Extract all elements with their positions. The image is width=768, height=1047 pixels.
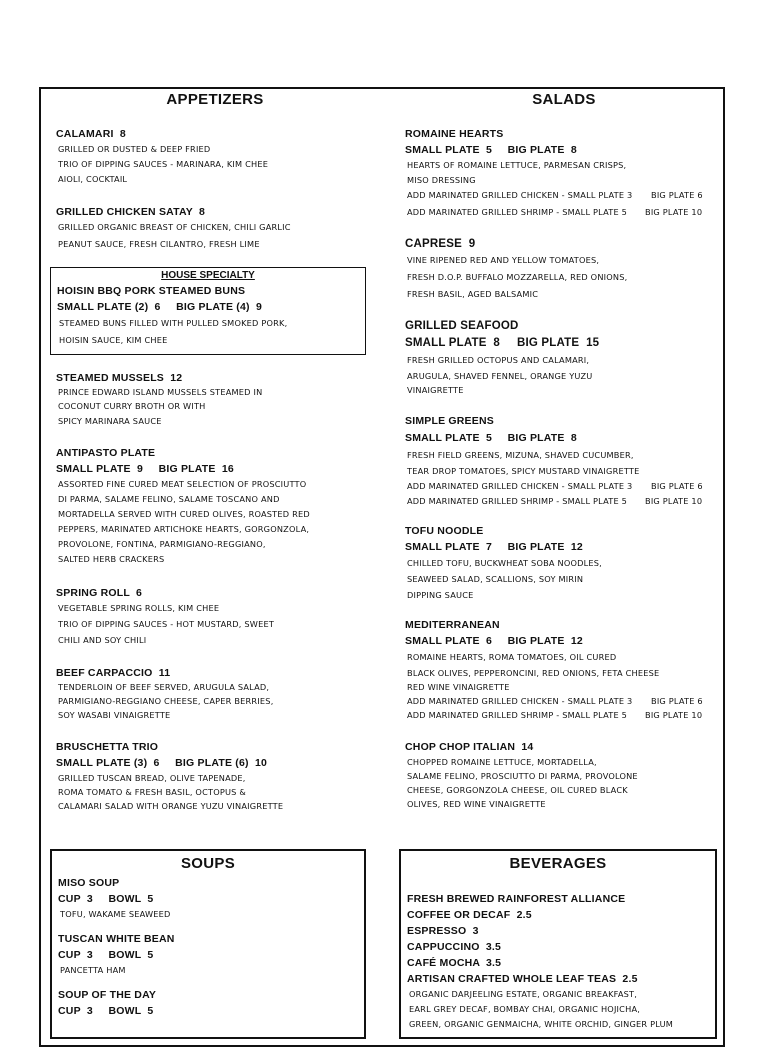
addon-big-price: BIG PLATE 10 bbox=[645, 710, 703, 720]
item-desc: CHILLED TOFU, BUCKWHEAT SOBA NOODLES, bbox=[407, 558, 602, 568]
item-desc: AIOLI, COCKTAIL bbox=[58, 174, 128, 184]
menu-item-spring-roll bbox=[56, 585, 386, 648]
item-desc: SALTED HERB CRACKERS bbox=[58, 554, 165, 564]
beverages-box bbox=[399, 849, 717, 1039]
menu-item-satay bbox=[56, 204, 386, 252]
beverage-line: ARTISAN CRAFTED WHOLE LEAF TEAS 2.5 bbox=[407, 973, 638, 985]
menu-item-carpaccio bbox=[56, 665, 386, 722]
item-name: GRILLED SEAFOOD bbox=[405, 320, 519, 332]
beverages-heading: BEVERAGES bbox=[509, 855, 607, 872]
item-desc: ASSORTED FINE CURED MEAT SELECTION OF PROSCIUTTO bbox=[58, 479, 307, 489]
item-desc: CHEESE, GORGONZOLA CHEESE, OIL CURED BLACK bbox=[407, 785, 628, 795]
item-desc: RED WINE VINAIGRETTE bbox=[407, 682, 510, 692]
addon-big-price: BIG PLATE 6 bbox=[651, 190, 703, 200]
addon-shrimp bbox=[405, 204, 735, 220]
addon-label: ADD MARINATED GRILLED CHICKEN - SMALL PLATE 3 bbox=[407, 696, 633, 706]
addon-big-price: BIG PLATE 6 bbox=[651, 696, 703, 706]
beverage-line: COFFEE OR DECAF 2.5 bbox=[407, 909, 532, 921]
item-name: GRILLED CHICKEN SATAY 8 bbox=[56, 206, 206, 218]
item-desc: PARMIGIANO-REGGIANO CHEESE, CAPER BERRIES, bbox=[58, 696, 274, 706]
house-specialty-label: HOUSE SPECIALTY bbox=[161, 270, 255, 281]
item-price: SMALL PLATE (3) 6 BIG PLATE (6) 10 bbox=[56, 757, 268, 769]
item-price: CUP 3 BOWL 5 bbox=[58, 949, 154, 961]
item-name: CALAMARI 8 bbox=[56, 128, 126, 140]
item-desc: MISO DRESSING bbox=[407, 175, 476, 185]
item-desc: VINAIGRETTE bbox=[407, 385, 464, 395]
item-desc: SOY WASABI VINAIGRETTE bbox=[58, 710, 171, 720]
addon-shrimp bbox=[405, 494, 735, 509]
item-desc: HEARTS OF ROMAINE LETTUCE, PARMESAN CRISPS, bbox=[407, 160, 627, 170]
menu-item-mediterranean bbox=[405, 617, 735, 721]
item-name: SIMPLE GREENS bbox=[405, 415, 494, 427]
item-price: SMALL PLATE 5 BIG PLATE 8 bbox=[405, 144, 577, 156]
item-desc: VINE RIPENED RED AND YELLOW TOMATOES, bbox=[407, 255, 600, 265]
item-desc: PANCETTA HAM bbox=[60, 965, 126, 975]
addon-big-price: BIG PLATE 10 bbox=[645, 496, 703, 506]
item-desc: PRINCE EDWARD ISLAND MUSSELS STEAMED IN bbox=[58, 387, 263, 397]
item-desc: SEAWEED SALAD, SCALLIONS, SOY MIRIN bbox=[407, 574, 584, 584]
salads-heading: SALADS bbox=[532, 91, 596, 108]
addon-chicken bbox=[405, 479, 735, 494]
item-desc: SPICY MARINARA SAUCE bbox=[58, 416, 162, 426]
item-name: SOUP OF THE DAY bbox=[58, 989, 157, 1001]
item-desc: GRILLED ORGANIC BREAST OF CHICKEN, CHILI GARLIC bbox=[58, 222, 291, 232]
menu-item-calamari bbox=[56, 126, 386, 187]
item-desc: CHOPPED ROMAINE LETTUCE, MORTADELLA, bbox=[407, 757, 597, 767]
item-desc: GRILLED TUSCAN BREAD, OLIVE TAPENADE, bbox=[58, 773, 246, 783]
item-name: ANTIPASTO PLATE bbox=[56, 447, 156, 459]
item-desc: VEGETABLE SPRING ROLLS, KIM CHEE bbox=[58, 603, 220, 613]
item-price: CUP 3 BOWL 5 bbox=[58, 1005, 154, 1017]
item-desc: ARUGULA, SHAVED FENNEL, ORANGE YUZU bbox=[407, 371, 593, 381]
item-desc: TRIO OF DIPPING SAUCES - MARINARA, KIM CHEE bbox=[58, 159, 269, 169]
item-desc: STEAMED BUNS FILLED WITH PULLED SMOKED PORK, bbox=[59, 318, 288, 328]
item-desc: ORGANIC DARJEELING ESTATE, ORGANIC BREAKFAST, bbox=[409, 989, 638, 999]
item-desc: CALAMARI SALAD WITH ORANGE YUZU VINAIGRETTE bbox=[58, 801, 284, 811]
menu-item-caprese bbox=[405, 236, 735, 303]
menu-item-romaine bbox=[405, 126, 735, 220]
item-name: TUSCAN WHITE BEAN bbox=[58, 933, 175, 945]
item-price: SMALL PLATE 8 BIG PLATE 15 bbox=[405, 337, 600, 349]
item-name: SPRING ROLL 6 bbox=[56, 587, 143, 599]
item-name: MISO SOUP bbox=[58, 877, 120, 889]
addon-label: ADD MARINATED GRILLED CHICKEN - SMALL PLATE 3 bbox=[407, 190, 633, 200]
item-name: BRUSCHETTA TRIO bbox=[56, 741, 159, 753]
item-desc: TEAR DROP TOMATOES, SPICY MUSTARD VINAIGRETTE bbox=[407, 466, 640, 476]
item-desc: TOFU, WAKAME SEAWEED bbox=[60, 909, 171, 919]
menu-item-bruschetta bbox=[56, 739, 386, 813]
item-price: SMALL PLATE 7 BIG PLATE 12 bbox=[405, 541, 583, 553]
addon-label: ADD MARINATED GRILLED SHRIMP - SMALL PLATE 5 bbox=[407, 710, 628, 720]
item-desc: PROVOLONE, FONTINA, PARMIGIANO-REGGIANO, bbox=[58, 539, 266, 549]
item-desc: FRESH BASIL, AGED BALSAMIC bbox=[407, 289, 539, 299]
beverage-line: FRESH BREWED RAINFOREST ALLIANCE bbox=[407, 893, 626, 905]
item-name: BEEF CARPACCIO 11 bbox=[56, 667, 171, 679]
appetizers-heading: APPETIZERS bbox=[166, 91, 264, 108]
item-desc: FRESH FIELD GREENS, MIZUNA, SHAVED CUCUMBER, bbox=[407, 450, 634, 460]
item-name: HOISIN BBQ PORK STEAMED BUNS bbox=[57, 285, 246, 297]
item-price: SMALL PLATE (2) 6 BIG PLATE (4) 9 bbox=[57, 301, 262, 313]
item-price: SMALL PLATE 6 BIG PLATE 12 bbox=[405, 635, 583, 647]
item-name: CAPRESE 9 bbox=[405, 238, 476, 250]
item-price: CUP 3 BOWL 5 bbox=[58, 893, 154, 905]
item-desc: GRILLED OR DUSTED & DEEP FRIED bbox=[58, 144, 211, 154]
item-name: TOFU NOODLE bbox=[405, 525, 484, 537]
menu-item-antipasto bbox=[56, 445, 386, 567]
addon-label: ADD MARINATED GRILLED CHICKEN - SMALL PLATE 3 bbox=[407, 481, 633, 491]
addon-label: ADD MARINATED GRILLED SHRIMP - SMALL PLATE 5 bbox=[407, 207, 628, 217]
menu-item-simple-greens bbox=[405, 413, 735, 509]
item-desc: PEANUT SAUCE, FRESH CILANTRO, FRESH LIME bbox=[58, 239, 260, 249]
item-desc: TENDERLOIN OF BEEF SERVED, ARUGULA SALAD, bbox=[58, 682, 270, 692]
item-desc: ROMAINE HEARTS, ROMA TOMATOES, OIL CURED bbox=[407, 652, 617, 662]
item-desc: HOISIN SAUCE, KIM CHEE bbox=[59, 335, 168, 345]
menu-item-tofu-noodle bbox=[405, 523, 735, 603]
menu-item-mussels bbox=[56, 370, 386, 429]
item-name: STEAMED MUSSELS 12 bbox=[56, 372, 183, 384]
addon-chicken bbox=[405, 694, 735, 709]
addon-label: ADD MARINATED GRILLED SHRIMP - SMALL PLATE 5 bbox=[407, 496, 628, 506]
item-desc: CHILI AND SOY CHILI bbox=[58, 635, 147, 645]
addon-big-price: BIG PLATE 10 bbox=[645, 207, 703, 217]
item-desc: MORTADELLA SERVED WITH CURED OLIVES, ROASTED RED bbox=[58, 509, 310, 519]
item-price: SMALL PLATE 9 BIG PLATE 16 bbox=[56, 463, 234, 475]
menu-item-chop-chop bbox=[405, 739, 735, 811]
beverage-line: ESPRESSO 3 bbox=[407, 925, 479, 937]
beverage-line: CAPPUCCINO 3.5 bbox=[407, 941, 502, 953]
addon-chicken bbox=[405, 187, 735, 204]
menu-item-grilled-seafood bbox=[405, 318, 735, 397]
item-desc: FRESH GRILLED OCTOPUS AND CALAMARI, bbox=[407, 355, 590, 365]
item-desc: EARL GREY DECAF, BOMBAY CHAI, ORGANIC HOJICHA, bbox=[409, 1004, 641, 1014]
item-desc: OLIVES, RED WINE VINAIGRETTE bbox=[407, 799, 546, 809]
item-desc: FRESH D.O.P. BUFFALO MOZZARELLA, RED ONIONS, bbox=[407, 272, 628, 282]
item-name: ROMAINE HEARTS bbox=[405, 128, 504, 140]
item-name: MEDITERRANEAN bbox=[405, 619, 500, 631]
item-desc: PEPPERS, MARINATED ARTICHOKE HEARTS, GORGONZOLA, bbox=[58, 524, 310, 534]
item-desc: SALAME FELINO, PROSCIUTTO DI PARMA, PROVOLONE bbox=[407, 771, 638, 781]
soups-box bbox=[50, 849, 366, 1039]
item-desc: DIPPING SAUCE bbox=[407, 590, 474, 600]
addon-big-price: BIG PLATE 6 bbox=[651, 481, 703, 491]
item-name: CHOP CHOP ITALIAN 14 bbox=[405, 741, 534, 753]
house-specialty-box bbox=[50, 267, 366, 355]
addon-shrimp bbox=[405, 709, 735, 721]
item-desc: DI PARMA, SALAME FELINO, SALAME TOSCANO AND bbox=[58, 494, 280, 504]
item-desc: BLACK OLIVES, PEPPERONCINI, RED ONIONS, FETA CHEESE bbox=[407, 668, 660, 678]
item-desc: GREEN, ORGANIC GENMAICHA, WHITE ORCHID, GINGER PLUM bbox=[409, 1019, 674, 1029]
item-desc: ROMA TOMATO & FRESH BASIL, OCTOPUS & bbox=[58, 787, 246, 797]
item-price: SMALL PLATE 5 BIG PLATE 8 bbox=[405, 432, 577, 444]
beverage-line: CAFÉ MOCHA 3.5 bbox=[407, 957, 502, 969]
soups-heading: SOUPS bbox=[180, 855, 235, 872]
item-desc: TRIO OF DIPPING SAUCES - HOT MUSTARD, SWEET bbox=[58, 619, 275, 629]
item-desc: COCONUT CURRY BROTH OR WITH bbox=[58, 401, 206, 411]
